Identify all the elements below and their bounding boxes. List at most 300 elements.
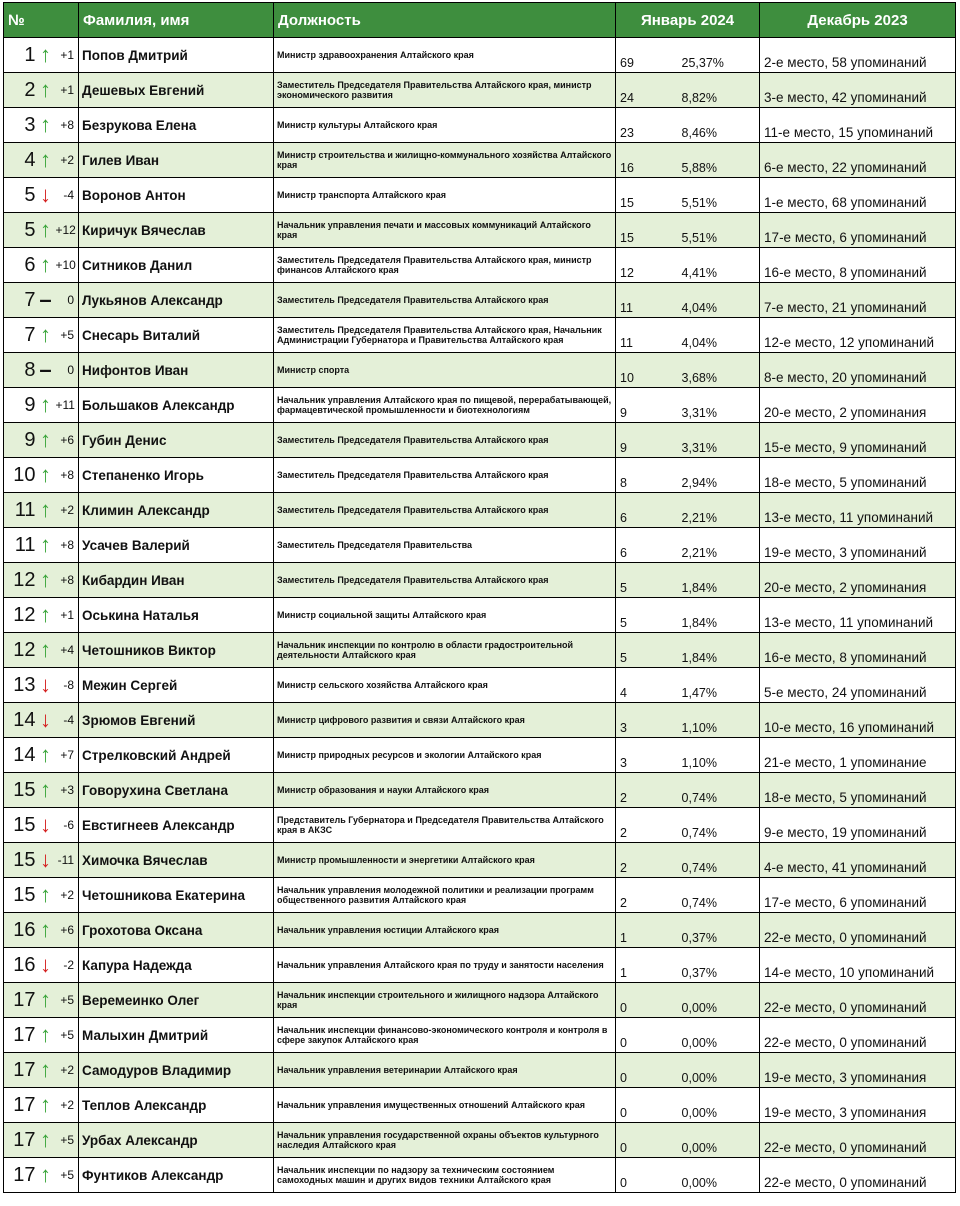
person-name-cell: Химочка Вячеслав [79, 843, 274, 878]
mentions-percent-cell: 0,74% [678, 773, 760, 808]
position-cell: Начальник управления государственной охраны объектов культурного наследия Алтайского края [274, 1123, 616, 1158]
rank-cell: 11 [4, 528, 36, 563]
person-name-cell: Лукьянов Александр [79, 283, 274, 318]
mentions-percent-cell: 25,37% [678, 38, 760, 73]
arrow-up-icon: ↑ [36, 248, 56, 283]
rank-cell: 14 [4, 703, 36, 738]
rank-cell: 3 [4, 108, 36, 143]
person-name-cell: Четошников Виктор [79, 633, 274, 668]
position-cell: Заместитель Председателя Правительства Алтайского края [274, 563, 616, 598]
position-cell: Начальник инспекции финансово-экономического контроля и контроля в сфере закупок Алтайского края [274, 1018, 616, 1053]
rank-cell: 11 [4, 493, 36, 528]
mentions-count-cell: 2 [616, 773, 678, 808]
rank-cell: 2 [4, 73, 36, 108]
december-result-cell: 19-е место, 3 упоминаний [760, 528, 956, 563]
arrow-up-icon: ↑ [36, 1053, 56, 1088]
position-cell: Заместитель Председателя Правительства Алтайского края [274, 458, 616, 493]
rank-cell: 7 [4, 283, 36, 318]
table-header-row [4, 3, 956, 38]
arrow-up-icon: ↑ [36, 73, 56, 108]
arrow-up-icon: ↑ [36, 1123, 56, 1158]
table-row [4, 633, 956, 668]
mentions-count-cell: 11 [616, 318, 678, 353]
person-name-cell: Безрукова Елена [79, 108, 274, 143]
mentions-count-cell: 6 [616, 493, 678, 528]
position-cell: Министр цифрового развития и связи Алтайского края [274, 703, 616, 738]
table-row [4, 248, 956, 283]
mentions-percent-cell: 3,31% [678, 388, 760, 423]
mentions-percent-cell: 8,82% [678, 73, 760, 108]
rank-cell: 8 [4, 353, 36, 388]
rank-change-cell: +1 [56, 38, 79, 73]
position-cell: Заместитель Председателя Правительства Алтайского края, министр экономического развития [274, 73, 616, 108]
arrow-up-icon: ↑ [36, 563, 56, 598]
position-cell: Начальник инспекции строительного и жилищного надзора Алтайского края [274, 983, 616, 1018]
dash-icon: – [36, 283, 56, 318]
table-row [4, 983, 956, 1018]
table-row [4, 423, 956, 458]
arrow-down-icon: ↓ [36, 843, 56, 878]
arrow-down-icon: ↓ [36, 808, 56, 843]
mentions-count-cell: 16 [616, 143, 678, 178]
person-name-cell: Климин Александр [79, 493, 274, 528]
arrow-up-icon: ↑ [36, 1158, 56, 1193]
rank-cell: 16 [4, 948, 36, 983]
december-result-cell: 10-е место, 16 упоминаний [760, 703, 956, 738]
rank-change-cell: -2 [56, 948, 79, 983]
position-cell: Начальник управления Алтайского края по пищевой, перерабатывающей, фармацевтической промышленности и биотехнологиям [274, 388, 616, 423]
person-name-cell: Снесарь Виталий [79, 318, 274, 353]
arrow-down-icon: ↓ [36, 178, 56, 213]
position-cell: Начальник инспекции по надзору за техническим состоянием самоходных машин и других видов техники Алтайского края [274, 1158, 616, 1193]
mentions-count-cell: 9 [616, 388, 678, 423]
mentions-count-cell: 69 [616, 38, 678, 73]
mentions-count-cell: 23 [616, 108, 678, 143]
rank-cell: 15 [4, 878, 36, 913]
rank-cell: 10 [4, 458, 36, 493]
table-row [4, 213, 956, 248]
rank-cell: 15 [4, 808, 36, 843]
arrow-up-icon: ↑ [36, 738, 56, 773]
mentions-percent-cell: 0,74% [678, 843, 760, 878]
table-body [4, 38, 956, 1193]
mentions-percent-cell: 0,74% [678, 878, 760, 913]
rank-cell: 7 [4, 318, 36, 353]
position-cell: Министр природных ресурсов и экологии Алтайского края [274, 738, 616, 773]
rank-change-cell: +5 [56, 1158, 79, 1193]
rank-cell: 13 [4, 668, 36, 703]
table-row [4, 353, 956, 388]
mentions-percent-cell: 1,84% [678, 563, 760, 598]
position-cell: Заместитель Председателя Правительства Алтайского края [274, 283, 616, 318]
table-row [4, 493, 956, 528]
person-name-cell: Гилев Иван [79, 143, 274, 178]
mentions-count-cell: 5 [616, 633, 678, 668]
december-result-cell: 19-е место, 3 упоминания [760, 1053, 956, 1088]
december-result-cell: 18-е место, 5 упоминаний [760, 458, 956, 493]
person-name-cell: Теплов Александр [79, 1088, 274, 1123]
table-row [4, 878, 956, 913]
rank-cell: 6 [4, 248, 36, 283]
december-result-cell: 20-е место, 2 упоминания [760, 388, 956, 423]
rank-change-cell: +5 [56, 318, 79, 353]
december-result-cell: 11-е место, 15 упоминаний [760, 108, 956, 143]
mentions-percent-cell: 2,94% [678, 458, 760, 493]
arrow-up-icon: ↑ [36, 143, 56, 178]
december-result-cell: 16-е место, 8 упоминаний [760, 248, 956, 283]
table-row [4, 563, 956, 598]
rank-change-cell: +11 [56, 388, 79, 423]
mentions-count-cell: 3 [616, 703, 678, 738]
position-cell: Начальник управления молодежной политики и реализации программ общественного развития Алтайского края [274, 878, 616, 913]
mentions-percent-cell: 0,74% [678, 808, 760, 843]
mentions-percent-cell: 0,37% [678, 913, 760, 948]
arrow-up-icon: ↑ [36, 913, 56, 948]
arrow-up-icon: ↑ [36, 493, 56, 528]
mentions-percent-cell: 2,21% [678, 528, 760, 563]
rank-change-cell: +2 [56, 493, 79, 528]
mentions-count-cell: 9 [616, 423, 678, 458]
rank-cell: 17 [4, 1018, 36, 1053]
arrow-up-icon: ↑ [36, 528, 56, 563]
december-result-cell: 15-е место, 9 упоминаний [760, 423, 956, 458]
rank-cell: 17 [4, 1158, 36, 1193]
mentions-percent-cell: 0,37% [678, 948, 760, 983]
arrow-up-icon: ↑ [36, 1018, 56, 1053]
december-result-cell: 12-е место, 12 упоминаний [760, 318, 956, 353]
position-cell: Министр строительства и жилищно-коммунального хозяйства Алтайского края [274, 143, 616, 178]
position-cell: Министр транспорта Алтайского края [274, 178, 616, 213]
person-name-cell: Нифонтов Иван [79, 353, 274, 388]
rank-change-cell: +8 [56, 528, 79, 563]
table-row [4, 1123, 956, 1158]
rank-cell: 15 [4, 843, 36, 878]
person-name-cell: Грохотова Оксана [79, 913, 274, 948]
december-result-cell: 8-е место, 20 упоминаний [760, 353, 956, 388]
position-cell: Заместитель Председателя Правительства Алтайского края, министр финансов Алтайского края [274, 248, 616, 283]
rank-change-cell: +8 [56, 458, 79, 493]
rank-change-cell: +12 [56, 213, 79, 248]
person-name-cell: Евстигнеев Александр [79, 808, 274, 843]
mentions-count-cell: 5 [616, 598, 678, 633]
mentions-percent-cell: 4,41% [678, 248, 760, 283]
december-result-cell: 7-е место, 21 упоминаний [760, 283, 956, 318]
arrow-up-icon: ↑ [36, 108, 56, 143]
mentions-percent-cell: 0,00% [678, 1123, 760, 1158]
mentions-count-cell: 2 [616, 843, 678, 878]
rank-change-cell: +1 [56, 598, 79, 633]
mentions-percent-cell: 5,51% [678, 178, 760, 213]
person-name-cell: Стрелковский Андрей [79, 738, 274, 773]
rank-change-cell: +2 [56, 143, 79, 178]
mentions-percent-cell: 4,04% [678, 283, 760, 318]
arrow-down-icon: ↓ [36, 703, 56, 738]
december-result-cell: 13-е место, 11 упоминаний [760, 493, 956, 528]
december-result-cell: 6-е место, 22 упоминаний [760, 143, 956, 178]
rank-change-cell: +2 [56, 1088, 79, 1123]
arrow-up-icon: ↑ [36, 773, 56, 808]
mentions-count-cell: 0 [616, 1123, 678, 1158]
arrow-up-icon: ↑ [36, 213, 56, 248]
person-name-cell: Капура Надежда [79, 948, 274, 983]
mentions-count-cell: 5 [616, 563, 678, 598]
rank-change-cell: +4 [56, 633, 79, 668]
december-result-cell: 13-е место, 11 упоминаний [760, 598, 956, 633]
table-row [4, 668, 956, 703]
december-result-cell: 22-е место, 0 упоминаний [760, 1018, 956, 1053]
rank-cell: 14 [4, 738, 36, 773]
rank-change-cell: -6 [56, 808, 79, 843]
december-result-cell: 22-е место, 0 упоминаний [760, 913, 956, 948]
table-row [4, 143, 956, 178]
rank-change-cell: +1 [56, 73, 79, 108]
person-name-cell: Межин Сергей [79, 668, 274, 703]
mentions-percent-cell: 0,00% [678, 1053, 760, 1088]
mentions-percent-cell: 0,00% [678, 1018, 760, 1053]
rank-change-cell: -4 [56, 178, 79, 213]
mentions-percent-cell: 1,47% [678, 668, 760, 703]
position-cell: Заместитель Председателя Правительства Алтайского края [274, 493, 616, 528]
december-result-cell: 2-е место, 58 упоминаний [760, 38, 956, 73]
arrow-down-icon: ↓ [36, 668, 56, 703]
rank-cell: 9 [4, 423, 36, 458]
december-result-cell: 19-е место, 3 упоминания [760, 1088, 956, 1123]
table-row [4, 738, 956, 773]
arrow-up-icon: ↑ [36, 1088, 56, 1123]
rank-change-cell: +8 [56, 108, 79, 143]
mentions-count-cell: 24 [616, 73, 678, 108]
rank-change-cell: +3 [56, 773, 79, 808]
person-name-cell: Большаков Александр [79, 388, 274, 423]
position-cell: Представитель Губернатора и Председателя Правительства Алтайского края в АКЗС [274, 808, 616, 843]
ranking-table [3, 2, 956, 1193]
table-row [4, 843, 956, 878]
header-name: Фамилия, имя [79, 3, 274, 38]
rank-change-cell: 0 [56, 353, 79, 388]
mentions-count-cell: 0 [616, 1158, 678, 1193]
arrow-up-icon: ↑ [36, 598, 56, 633]
position-cell: Начальник управления печати и массовых коммуникаций Алтайского края [274, 213, 616, 248]
rank-cell: 15 [4, 773, 36, 808]
mentions-percent-cell: 8,46% [678, 108, 760, 143]
header-january-2024: Январь 2024 [616, 3, 760, 38]
person-name-cell: Оськина Наталья [79, 598, 274, 633]
table-row [4, 1018, 956, 1053]
arrow-up-icon: ↑ [36, 983, 56, 1018]
table-row [4, 703, 956, 738]
mentions-count-cell: 0 [616, 1088, 678, 1123]
person-name-cell: Веремеинко Олег [79, 983, 274, 1018]
position-cell: Министр социальной защиты Алтайского края [274, 598, 616, 633]
arrow-up-icon: ↑ [36, 458, 56, 493]
mentions-count-cell: 0 [616, 983, 678, 1018]
mentions-percent-cell: 0,00% [678, 1158, 760, 1193]
table-row [4, 913, 956, 948]
position-cell: Заместитель Председателя Правительства [274, 528, 616, 563]
table-row [4, 1053, 956, 1088]
december-result-cell: 22-е место, 0 упоминаний [760, 1123, 956, 1158]
rank-change-cell: +2 [56, 1053, 79, 1088]
mentions-count-cell: 2 [616, 808, 678, 843]
december-result-cell: 20-е место, 2 упоминания [760, 563, 956, 598]
person-name-cell: Самодуров Владимир [79, 1053, 274, 1088]
rank-change-cell: +5 [56, 1123, 79, 1158]
table-row [4, 1088, 956, 1123]
position-cell: Министр спорта [274, 353, 616, 388]
december-result-cell: 14-е место, 10 упоминаний [760, 948, 956, 983]
position-cell: Министр образования и науки Алтайского края [274, 773, 616, 808]
header-position: Должность [274, 3, 616, 38]
mentions-percent-cell: 4,04% [678, 318, 760, 353]
position-cell: Заместитель Председателя Правительства Алтайского края [274, 423, 616, 458]
mentions-count-cell: 1 [616, 913, 678, 948]
december-result-cell: 22-е место, 0 упоминаний [760, 1158, 956, 1193]
table-row [4, 948, 956, 983]
rank-cell: 12 [4, 598, 36, 633]
rank-cell: 1 [4, 38, 36, 73]
mentions-count-cell: 6 [616, 528, 678, 563]
table-row [4, 528, 956, 563]
december-result-cell: 22-е место, 0 упоминаний [760, 983, 956, 1018]
mentions-percent-cell: 1,84% [678, 598, 760, 633]
position-cell: Начальник инспекции по контролю в области градостроительной деятельности Алтайского края [274, 633, 616, 668]
mentions-count-cell: 3 [616, 738, 678, 773]
mentions-count-cell: 0 [616, 1053, 678, 1088]
table-row [4, 38, 956, 73]
mentions-count-cell: 8 [616, 458, 678, 493]
mentions-count-cell: 4 [616, 668, 678, 703]
person-name-cell: Степаненко Игорь [79, 458, 274, 493]
rank-change-cell: -11 [56, 843, 79, 878]
mentions-count-cell: 1 [616, 948, 678, 983]
table-row [4, 178, 956, 213]
position-cell: Министр здравоохранения Алтайского края [274, 38, 616, 73]
person-name-cell: Ситников Данил [79, 248, 274, 283]
mentions-count-cell: 15 [616, 213, 678, 248]
person-name-cell: Попов Дмитрий [79, 38, 274, 73]
position-cell: Заместитель Председателя Правительства Алтайского края, Начальник Администрации Губернатора и Правительства Алтайского края [274, 318, 616, 353]
rank-change-cell: +6 [56, 423, 79, 458]
table-row [4, 73, 956, 108]
person-name-cell: Говорухина Светлана [79, 773, 274, 808]
mentions-percent-cell: 3,68% [678, 353, 760, 388]
rank-cell: 4 [4, 143, 36, 178]
december-result-cell: 16-е место, 8 упоминаний [760, 633, 956, 668]
table-row [4, 108, 956, 143]
december-result-cell: 3-е место, 42 упоминаний [760, 73, 956, 108]
person-name-cell: Малыхин Дмитрий [79, 1018, 274, 1053]
arrow-up-icon: ↑ [36, 878, 56, 913]
mentions-percent-cell: 3,31% [678, 423, 760, 458]
table-row [4, 1158, 956, 1193]
december-result-cell: 5-е место, 24 упоминаний [760, 668, 956, 703]
rank-change-cell: +10 [56, 248, 79, 283]
table-row [4, 598, 956, 633]
person-name-cell: Киричук Вячеслав [79, 213, 274, 248]
rank-change-cell: -8 [56, 668, 79, 703]
rank-cell: 12 [4, 633, 36, 668]
person-name-cell: Воронов Антон [79, 178, 274, 213]
rank-cell: 9 [4, 388, 36, 423]
rank-change-cell: +6 [56, 913, 79, 948]
rank-change-cell: +5 [56, 1018, 79, 1053]
rank-cell: 5 [4, 178, 36, 213]
mentions-count-cell: 15 [616, 178, 678, 213]
mentions-percent-cell: 5,88% [678, 143, 760, 178]
position-cell: Начальник управления имущественных отношений Алтайского края [274, 1088, 616, 1123]
rank-change-cell: -4 [56, 703, 79, 738]
rank-cell: 17 [4, 1088, 36, 1123]
december-result-cell: 17-е место, 6 упоминаний [760, 878, 956, 913]
mentions-percent-cell: 1,10% [678, 738, 760, 773]
position-cell: Начальник управления юстиции Алтайского края [274, 913, 616, 948]
position-cell: Министр промышленности и энергетики Алтайского края [274, 843, 616, 878]
rank-change-cell: +7 [56, 738, 79, 773]
position-cell: Министр сельского хозяйства Алтайского края [274, 668, 616, 703]
person-name-cell: Урбах Александр [79, 1123, 274, 1158]
december-result-cell: 18-е место, 5 упоминаний [760, 773, 956, 808]
december-result-cell: 9-е место, 19 упоминаний [760, 808, 956, 843]
arrow-up-icon: ↑ [36, 38, 56, 73]
mentions-percent-cell: 2,21% [678, 493, 760, 528]
position-cell: Начальник управления ветеринарии Алтайского края [274, 1053, 616, 1088]
arrow-up-icon: ↑ [36, 423, 56, 458]
rank-cell: 17 [4, 1053, 36, 1088]
december-result-cell: 17-е место, 6 упоминаний [760, 213, 956, 248]
mentions-percent-cell: 1,10% [678, 703, 760, 738]
mentions-count-cell: 2 [616, 878, 678, 913]
rank-cell: 17 [4, 983, 36, 1018]
mentions-percent-cell: 0,00% [678, 1088, 760, 1123]
table-row [4, 283, 956, 318]
table-row [4, 773, 956, 808]
december-result-cell: 4-е место, 41 упоминаний [760, 843, 956, 878]
december-result-cell: 21-е место, 1 упоминание [760, 738, 956, 773]
person-name-cell: Четошникова Екатерина [79, 878, 274, 913]
mentions-count-cell: 11 [616, 283, 678, 318]
rank-change-cell: 0 [56, 283, 79, 318]
rank-cell: 5 [4, 213, 36, 248]
person-name-cell: Кибардин Иван [79, 563, 274, 598]
table-row [4, 388, 956, 423]
arrow-up-icon: ↑ [36, 388, 56, 423]
table-row [4, 808, 956, 843]
dash-icon: – [36, 353, 56, 388]
arrow-down-icon: ↓ [36, 948, 56, 983]
mentions-percent-cell: 1,84% [678, 633, 760, 668]
person-name-cell: Дешевых Евгений [79, 73, 274, 108]
rank-change-cell: +8 [56, 563, 79, 598]
mentions-percent-cell: 5,51% [678, 213, 760, 248]
person-name-cell: Зрюмов Евгений [79, 703, 274, 738]
arrow-up-icon: ↑ [36, 633, 56, 668]
position-cell: Министр культуры Алтайского края [274, 108, 616, 143]
mentions-count-cell: 0 [616, 1018, 678, 1053]
rank-change-cell: +5 [56, 983, 79, 1018]
arrow-up-icon: ↑ [36, 318, 56, 353]
rank-cell: 12 [4, 563, 36, 598]
table-row [4, 318, 956, 353]
header-number: № [4, 3, 79, 38]
person-name-cell: Губин Денис [79, 423, 274, 458]
rank-change-cell: +2 [56, 878, 79, 913]
rank-cell: 16 [4, 913, 36, 948]
mentions-count-cell: 10 [616, 353, 678, 388]
december-result-cell: 1-е место, 68 упоминаний [760, 178, 956, 213]
mentions-count-cell: 12 [616, 248, 678, 283]
person-name-cell: Усачев Валерий [79, 528, 274, 563]
person-name-cell: Фунтиков Александр [79, 1158, 274, 1193]
